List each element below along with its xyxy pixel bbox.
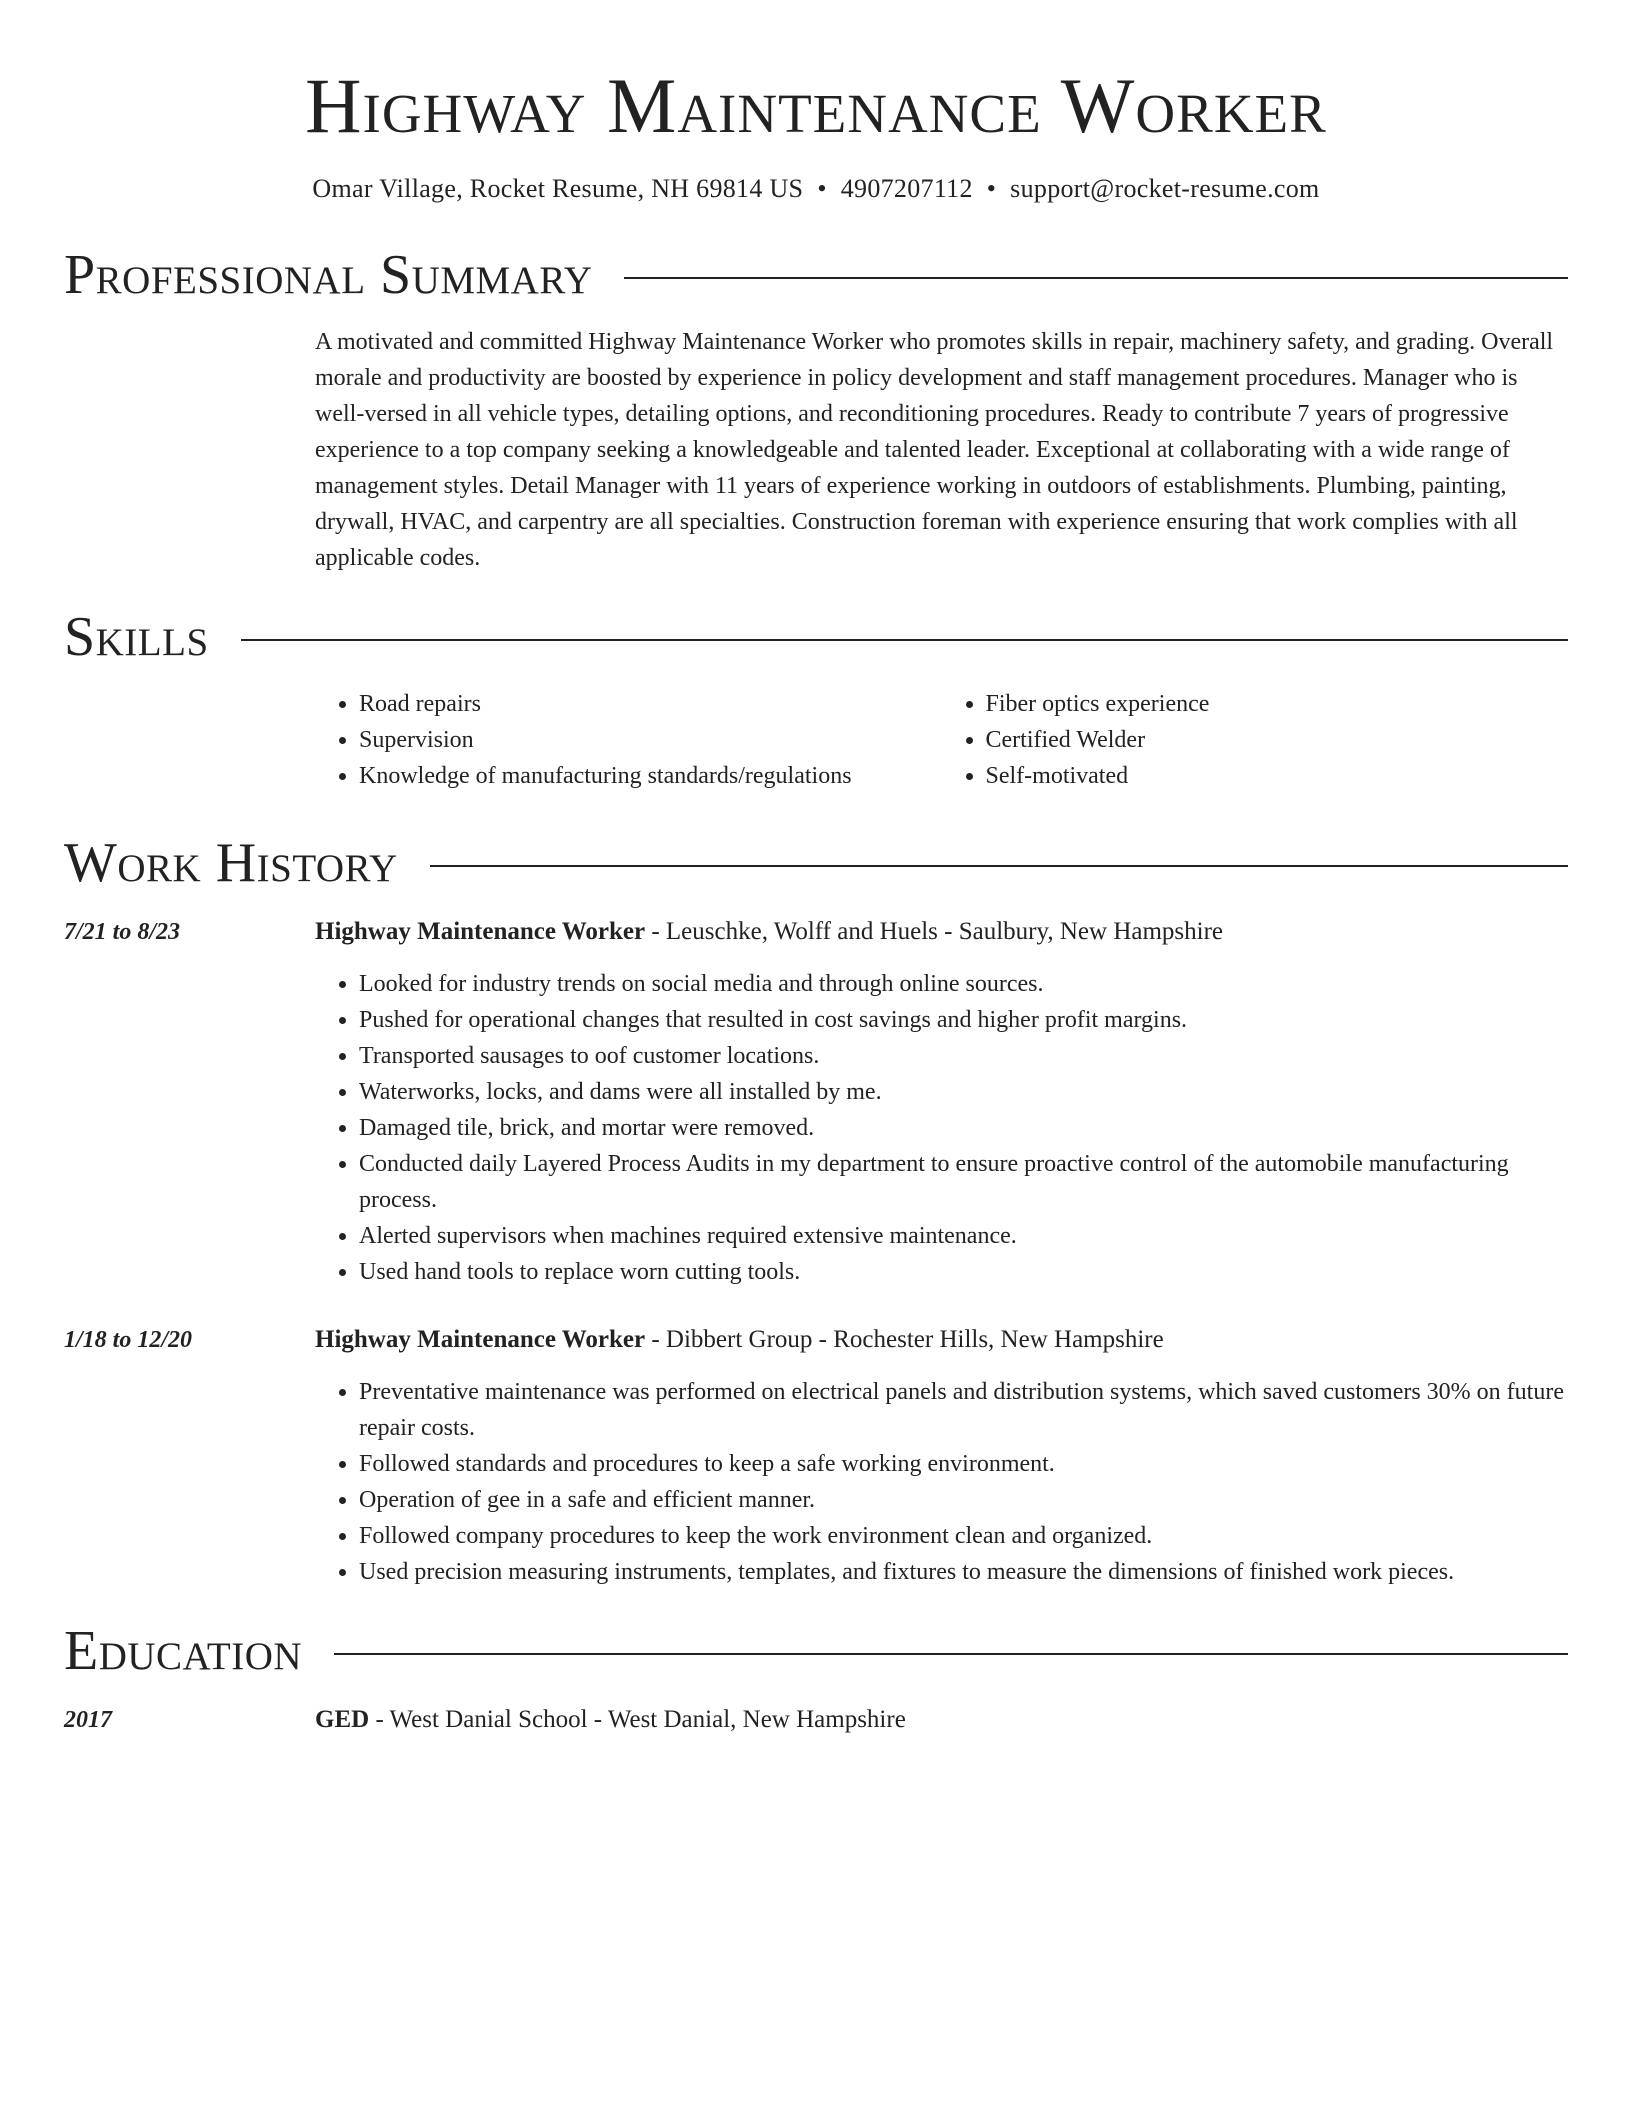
section-divider [334, 1653, 1568, 1655]
job-bullet: • Alerted supervisors when machines required extensive maintenance. [359, 1218, 1568, 1254]
resume-page [64, 0, 1568, 1738]
job-body [315, 1322, 1568, 1590]
education-heading [64, 1616, 1568, 1686]
summary-section [64, 240, 1568, 576]
job-bullet: • Damaged tile, brick, and mortar were removed. [359, 1110, 1568, 1146]
skills-list [315, 686, 1568, 794]
section-divider [241, 639, 1568, 641]
section-divider [430, 865, 1568, 867]
job-bullet: • Pushed for operational changes that resulted in cost savings and higher profit margins. [359, 1002, 1568, 1038]
job-bullet: • Conducted daily Layered Process Audits in my department to ensure proactive control of the automobile manufacturing process. [359, 1146, 1568, 1218]
skills-heading [64, 602, 1568, 672]
contact-address: Omar Village, Rocket Resume, NH 69814 US [312, 174, 804, 203]
work-history-section [64, 828, 1568, 1590]
job-bullet: • Transported sausages to oof customer locations. [359, 1038, 1568, 1074]
job-bullet: • Used precision measuring instruments, templates, and fixtures to measure the dimensions of finished work pieces. [359, 1554, 1568, 1590]
contact-separator: • [986, 174, 997, 203]
job-bullet: • Used hand tools to replace worn cutting tools. [359, 1254, 1568, 1290]
skill-item: • Road repairs [359, 686, 942, 722]
job-bullet: • Followed standards and procedures to keep a safe working environment. [359, 1446, 1568, 1482]
contact-phone: 4907207112 [840, 174, 973, 203]
skill-item: • Fiber optics experience [986, 686, 1569, 722]
skills-title: Skills [64, 606, 209, 668]
education-body [315, 1702, 1568, 1738]
summary-heading [64, 240, 1568, 310]
summary-title: Professional Summary [64, 244, 593, 306]
job-position: Highway Maintenance Worker [315, 1326, 646, 1353]
contact-separator: • [817, 174, 827, 203]
job-dates: 7/21 to 8/23 [64, 919, 181, 945]
education-year: 2017 [64, 1707, 112, 1733]
education-section [64, 1616, 1568, 1738]
skills-section [64, 602, 1568, 794]
job-bullet: • Preventative maintenance was performed on electrical panels and distribution systems, which saved customers 30% on future repair costs. [359, 1374, 1568, 1446]
job-employer: - Leuschke, Wolff and Huels - Saulbury, New Hampshire [645, 918, 1224, 945]
job-dates: 1/18 to 12/20 [64, 1327, 193, 1353]
job-bullet: • Waterworks, locks, and dams were all installed by me. [359, 1074, 1568, 1110]
skills-column-right [942, 686, 1569, 794]
education-entry [64, 1702, 1568, 1738]
summary-text: A motivated and committed Highway Maintenance Worker who promotes skills in repair, machinery safety, and grading. Overall morale and productivity are boosted by experience in policy development and staff management procedures. Manager who is well-versed in all vehicle types, detailing options, and reconditioning procedures. Ready to contribute 7 years of progressive experience to a top company seeking a knowledgeable and talented leader. Exceptional at collaborating with a wide range of management styles. Detail Manager with 11 years of experience working in outdoors of establishments. Plumbing, painting, drywall, HVAC, and carpentry are all specialties. Construction foreman with experience ensuring that work complies with all applicable codes. [315, 329, 1554, 571]
work-history-title: Work History [64, 832, 398, 894]
job-entry [64, 914, 1568, 1290]
education-school: - West Danial School - West Danial, New Hampshire [369, 1706, 906, 1733]
education-degree: GED [315, 1706, 370, 1733]
job-bullet: • Followed company procedures to keep the work environment clean and organized. [359, 1518, 1568, 1554]
education-title: Education [64, 1620, 303, 1682]
candidate-name: Highway Maintenance Worker [305, 62, 1327, 149]
job-bullet-list [315, 966, 1568, 1290]
skill-item: • Self-motivated [986, 758, 1569, 794]
job-bullet: • Looked for industry trends on social media and through online sources. [359, 966, 1568, 1002]
job-body [315, 914, 1568, 1290]
work-history-heading [64, 828, 1568, 898]
section-divider [624, 277, 1568, 279]
skill-item: • Certified Welder [986, 722, 1569, 758]
job-bullet: • Operation of gee in a safe and efficient manner. [359, 1482, 1568, 1518]
contact-email: support@rocket-resume.com [1010, 174, 1320, 203]
skills-column-left [315, 686, 942, 794]
job-title-line [315, 1322, 1568, 1358]
job-employer: - Dibbert Group - Rochester Hills, New Hampshire [645, 1326, 1164, 1353]
education-line [315, 1702, 1568, 1738]
job-entry [64, 1322, 1568, 1590]
job-title-line [315, 914, 1568, 950]
skill-item: • Knowledge of manufacturing standards/regulations [359, 758, 942, 794]
contact-line [64, 172, 1568, 206]
job-bullet-list [315, 1374, 1568, 1590]
job-position: Highway Maintenance Worker [315, 918, 646, 945]
skill-item: • Supervision [359, 722, 942, 758]
